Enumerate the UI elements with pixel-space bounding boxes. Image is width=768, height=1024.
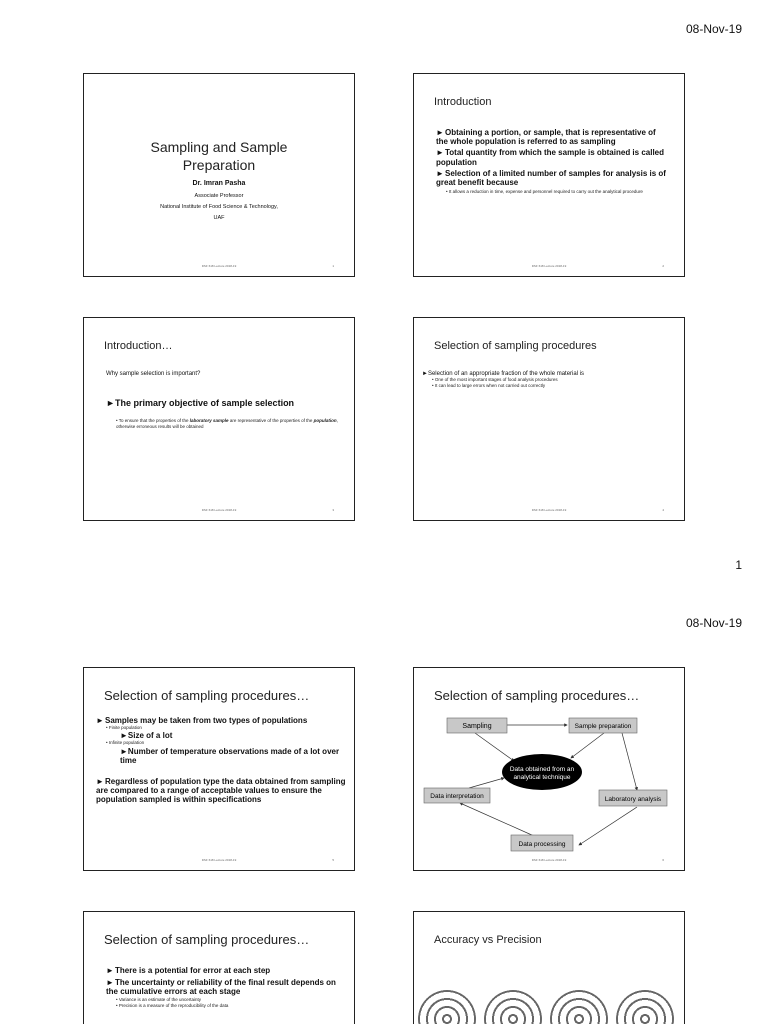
author-name: Dr. Imran Pasha — [192, 180, 246, 187]
target-icon — [616, 990, 674, 1024]
arrow-sampling-to-center — [475, 733, 514, 761]
slide-1 — [83, 73, 355, 277]
page-date: 08-Nov-19 — [685, 616, 742, 630]
slide-title: Selection of sampling procedures… — [104, 688, 310, 703]
target-icon — [550, 990, 608, 1024]
page-number: 1 — [735, 558, 742, 572]
bullet: ►The uncertainty or reliability of the final result depends on the cumulative errors at each stage — [106, 978, 336, 997]
slide-5 — [83, 667, 355, 871]
sub-bullet: • It allows a reduction in time, expense and personnel required to carry out the analytical procedure — [446, 189, 643, 195]
arrow-prep-to-lab — [622, 733, 637, 790]
title-line-1: Sampling and Sample — [150, 139, 288, 155]
slide-title — [84, 138, 354, 174]
slide-title: Selection of sampling procedures… — [434, 688, 640, 703]
node-interp-label: Data interpretation — [430, 793, 484, 800]
arrow-lab-to-processing — [579, 807, 637, 845]
slide-footer: DSF 618 Lecture 2018-19 — [531, 264, 567, 268]
bullet: ►Regardless of population type the data obtained from sampling are compared to a range of acceptable values to ensure the population sampled is within specifications — [96, 776, 346, 805]
slide-title: Selection of sampling procedures — [434, 340, 597, 352]
slide-7 — [83, 911, 355, 1024]
sub-bullet: • One of the most important stages of food analysis procedures — [432, 377, 558, 382]
bullet: ►Total quantity from which the sample is obtained is called population — [436, 148, 664, 167]
sub-bullet: • Variance is an estimate of the uncertainty — [116, 996, 202, 1002]
bullet: ►Samples may be taken from two types of populations — [96, 716, 308, 725]
heading-bullet: ►The primary objective of sample selection — [106, 398, 295, 408]
slide-title: Introduction — [434, 96, 492, 108]
title-line-2: Preparation — [182, 157, 256, 174]
sampling-flow-diagram — [414, 668, 685, 871]
node-sampling-label: Sampling — [462, 723, 492, 730]
slide-number: 2 — [662, 264, 664, 268]
sub-bullet: • Infinite population — [106, 740, 145, 746]
sub-bullet: • Finite population — [106, 725, 142, 731]
slide-number: 3 — [332, 508, 334, 512]
bullet: ►Selection of a limited number of samples for analysis is of great benefit because — [436, 168, 666, 187]
question-text: Why sample selection is important? — [106, 371, 201, 377]
author-org: UAF — [213, 215, 225, 221]
author-role: Associate Professor — [194, 193, 244, 199]
node-center-label-1: Data obtained from an — [509, 766, 575, 773]
node-proc-label: Data processing — [518, 841, 566, 848]
slide-footer: DSF 618 Lecture 2018-19 — [201, 508, 237, 512]
bullet: ►Obtaining a portion, or sample, that is representative of the whole population is referred to as sampling — [436, 128, 656, 147]
slide-number: 6 — [662, 858, 664, 862]
slide-title: Introduction… — [104, 340, 173, 352]
page-date: 08-Nov-19 — [685, 22, 742, 36]
slide-number: 5 — [332, 858, 334, 862]
arrow-processing-to-interp — [460, 803, 534, 836]
slide-4 — [413, 317, 685, 521]
bullet: ►Selection of an appropriate fraction of the whole material is — [422, 371, 585, 377]
bullet: ►There is a potential for error at each step — [106, 966, 271, 975]
slide-6 — [413, 667, 685, 871]
node-center-label-2: analytical technique — [513, 774, 571, 781]
sub-sub-bullet: ►Size of a lot — [120, 731, 173, 741]
node-prep-label: Sample preparation — [574, 723, 632, 730]
author-institute: National Institute of Food Science & Technology, — [160, 204, 278, 210]
slide-title: Accuracy vs Precision — [434, 934, 542, 946]
slide-2 — [413, 73, 685, 277]
sub-bullet: • Precision is a measure of the reproducibility of the data — [116, 1002, 229, 1008]
sub-bullet: • To ensure that the properties of the laboratory sample are representative of the properties of the population, otherwise erroneous results will be obtained — [116, 418, 338, 430]
arrow-interp-to-center — [469, 778, 504, 788]
slide-title: Selection of sampling procedures… — [104, 932, 310, 947]
slide-footer: DSF 618 Lecture 2018-19 — [531, 858, 567, 862]
slide-number: 1 — [332, 264, 334, 268]
slide-footer: DSF 618 Lecture 2018-19 — [201, 264, 237, 268]
sub-sub-bullet: ►Number of temperature observations made of a lot over time — [120, 746, 340, 765]
arrow-prep-to-center — [571, 733, 604, 758]
slide-3 — [83, 317, 355, 521]
target-icon — [484, 990, 542, 1024]
sub-bullet: • It can lead to large errors when not carried out correctly — [432, 383, 546, 389]
slide-8 — [413, 911, 685, 1024]
slide-footer: DSF 618 Lecture 2018-19 — [531, 508, 567, 512]
node-lab-label: Laboratory analysis — [604, 796, 662, 803]
slide-number: 4 — [662, 508, 664, 512]
target-icon — [418, 990, 476, 1024]
slide-footer: DSF 618 Lecture 2018-19 — [201, 858, 237, 862]
